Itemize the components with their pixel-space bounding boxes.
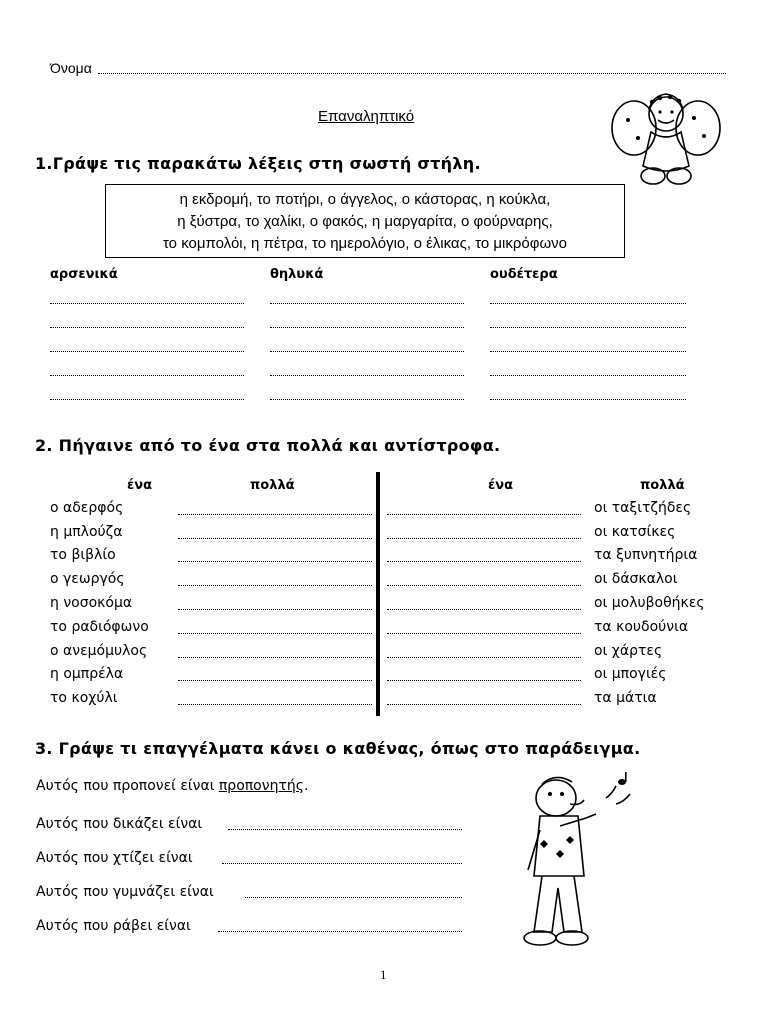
answer-line[interactable] xyxy=(270,327,464,328)
word-box xyxy=(105,184,625,258)
answer-line[interactable] xyxy=(178,657,372,658)
column-feminine: θηλυκά xyxy=(270,267,324,282)
answer-line[interactable] xyxy=(490,303,686,304)
answer-line[interactable] xyxy=(387,657,581,658)
page-number: 1 xyxy=(380,967,387,982)
answer-line[interactable] xyxy=(50,375,244,376)
example-suffix: . xyxy=(303,778,309,794)
answer-line[interactable] xyxy=(178,633,372,634)
answer-line[interactable] xyxy=(178,704,372,705)
man-whistling-clipart-icon xyxy=(520,770,660,950)
name-answer-line[interactable] xyxy=(98,73,726,74)
plural-word: οι ταξιτζήδες xyxy=(594,500,692,516)
answer-line[interactable] xyxy=(270,399,464,400)
answer-line[interactable] xyxy=(490,399,686,400)
answer-line[interactable] xyxy=(270,375,464,376)
singular-word: το ραδιόφωνο xyxy=(50,619,149,635)
plural-word: οι χάρτες xyxy=(594,643,663,659)
plural-word: οι δάσκαλοι xyxy=(594,571,678,587)
singular-word: ο ανεμόμυλος xyxy=(50,643,148,659)
answer-line[interactable] xyxy=(178,514,372,515)
task1-heading: 1.Γράψε τις παρακάτω λέξεις στη σωστή στήλη. xyxy=(35,154,481,173)
answer-line[interactable] xyxy=(218,931,462,932)
answer-line[interactable] xyxy=(222,863,462,864)
singular-word: ο αδερφός xyxy=(50,500,124,516)
answer-line[interactable] xyxy=(387,704,581,705)
singular-word: η μπλούζα xyxy=(50,524,123,540)
answer-line[interactable] xyxy=(50,399,244,400)
answer-line[interactable] xyxy=(387,585,581,586)
answer-line[interactable] xyxy=(387,514,581,515)
answer-line[interactable] xyxy=(387,561,581,562)
profession-prompt: Αυτός που δικάζει είναι xyxy=(36,816,203,832)
task2-heading: 2. Πήγαινε από το ένα στα πολλά και αντίστροφα. xyxy=(35,436,501,455)
answer-line[interactable] xyxy=(387,609,581,610)
answer-line[interactable] xyxy=(228,829,462,830)
column-masculine: αρσενικά xyxy=(50,267,118,282)
answer-line[interactable] xyxy=(178,585,372,586)
word-box-line: το κομπολόι, η πέτρα, το ημερολόγιο, ο έλικας, το μικρόφωνο xyxy=(162,235,568,252)
answer-line[interactable] xyxy=(387,538,581,539)
word-box-line: η ξύστρα, το χαλίκι, ο φακός, η μαργαρίτα, ο φούρναρης, xyxy=(177,213,553,230)
word-box-line: η εκδρομή, το ποτήρι, ο άγγελος, ο κάστορας, η κούκλα, xyxy=(179,191,551,208)
answer-line[interactable] xyxy=(270,351,464,352)
plural-word: οι κατσίκες xyxy=(594,524,676,540)
singular-word: το βιβλίο xyxy=(50,547,116,563)
column-one-right: ένα xyxy=(488,478,514,493)
answer-line[interactable] xyxy=(178,561,372,562)
answer-line[interactable] xyxy=(178,609,372,610)
answer-line[interactable] xyxy=(270,303,464,304)
column-neuter: ουδέτερα xyxy=(490,267,558,282)
column-many-right: πολλά xyxy=(640,478,685,493)
answer-line[interactable] xyxy=(178,680,372,681)
example-sentence xyxy=(36,778,308,794)
answer-line[interactable] xyxy=(387,633,581,634)
example-answer: προπονητής xyxy=(218,778,304,794)
answer-line[interactable] xyxy=(490,351,686,352)
angel-clipart-icon xyxy=(608,92,724,192)
column-one-left: ένα xyxy=(127,478,153,493)
answer-line[interactable] xyxy=(50,303,244,304)
task3-heading: 3. Γράψε τι επαγγέλματα κάνει ο καθένας, όπως στο παράδειγμα. xyxy=(35,739,641,758)
singular-word: η νοσοκόμα xyxy=(50,595,133,611)
answer-line[interactable] xyxy=(490,375,686,376)
plural-word: τα μάτια xyxy=(594,690,657,706)
singular-word: ο γεωργός xyxy=(50,571,125,587)
page-title: Επαναληπτικό xyxy=(318,108,415,125)
name-label: Όνομα xyxy=(50,60,92,76)
singular-word: το κοχύλι xyxy=(50,690,118,706)
plural-word: τα κουδούνια xyxy=(594,619,689,635)
answer-line[interactable] xyxy=(50,327,244,328)
profession-prompt: Αυτός που ράβει είναι xyxy=(36,918,191,934)
answer-line[interactable] xyxy=(178,538,372,539)
example-prefix: Αυτός που προπονεί είναι xyxy=(36,778,219,794)
answer-line[interactable] xyxy=(490,327,686,328)
column-many-left: πολλά xyxy=(250,478,295,493)
profession-prompt: Αυτός που γυμνάζει είναι xyxy=(36,884,214,900)
answer-line[interactable] xyxy=(387,680,581,681)
singular-word: η ομπρέλα xyxy=(50,666,124,682)
plural-word: οι μολυβοθήκες xyxy=(594,595,705,611)
plural-word: οι μπογιές xyxy=(594,666,667,682)
plural-word: τα ξυπνητήρια xyxy=(594,547,698,563)
answer-line[interactable] xyxy=(50,351,244,352)
profession-prompt: Αυτός που χτίζει είναι xyxy=(36,850,193,866)
column-divider xyxy=(376,472,380,716)
answer-line[interactable] xyxy=(245,897,462,898)
